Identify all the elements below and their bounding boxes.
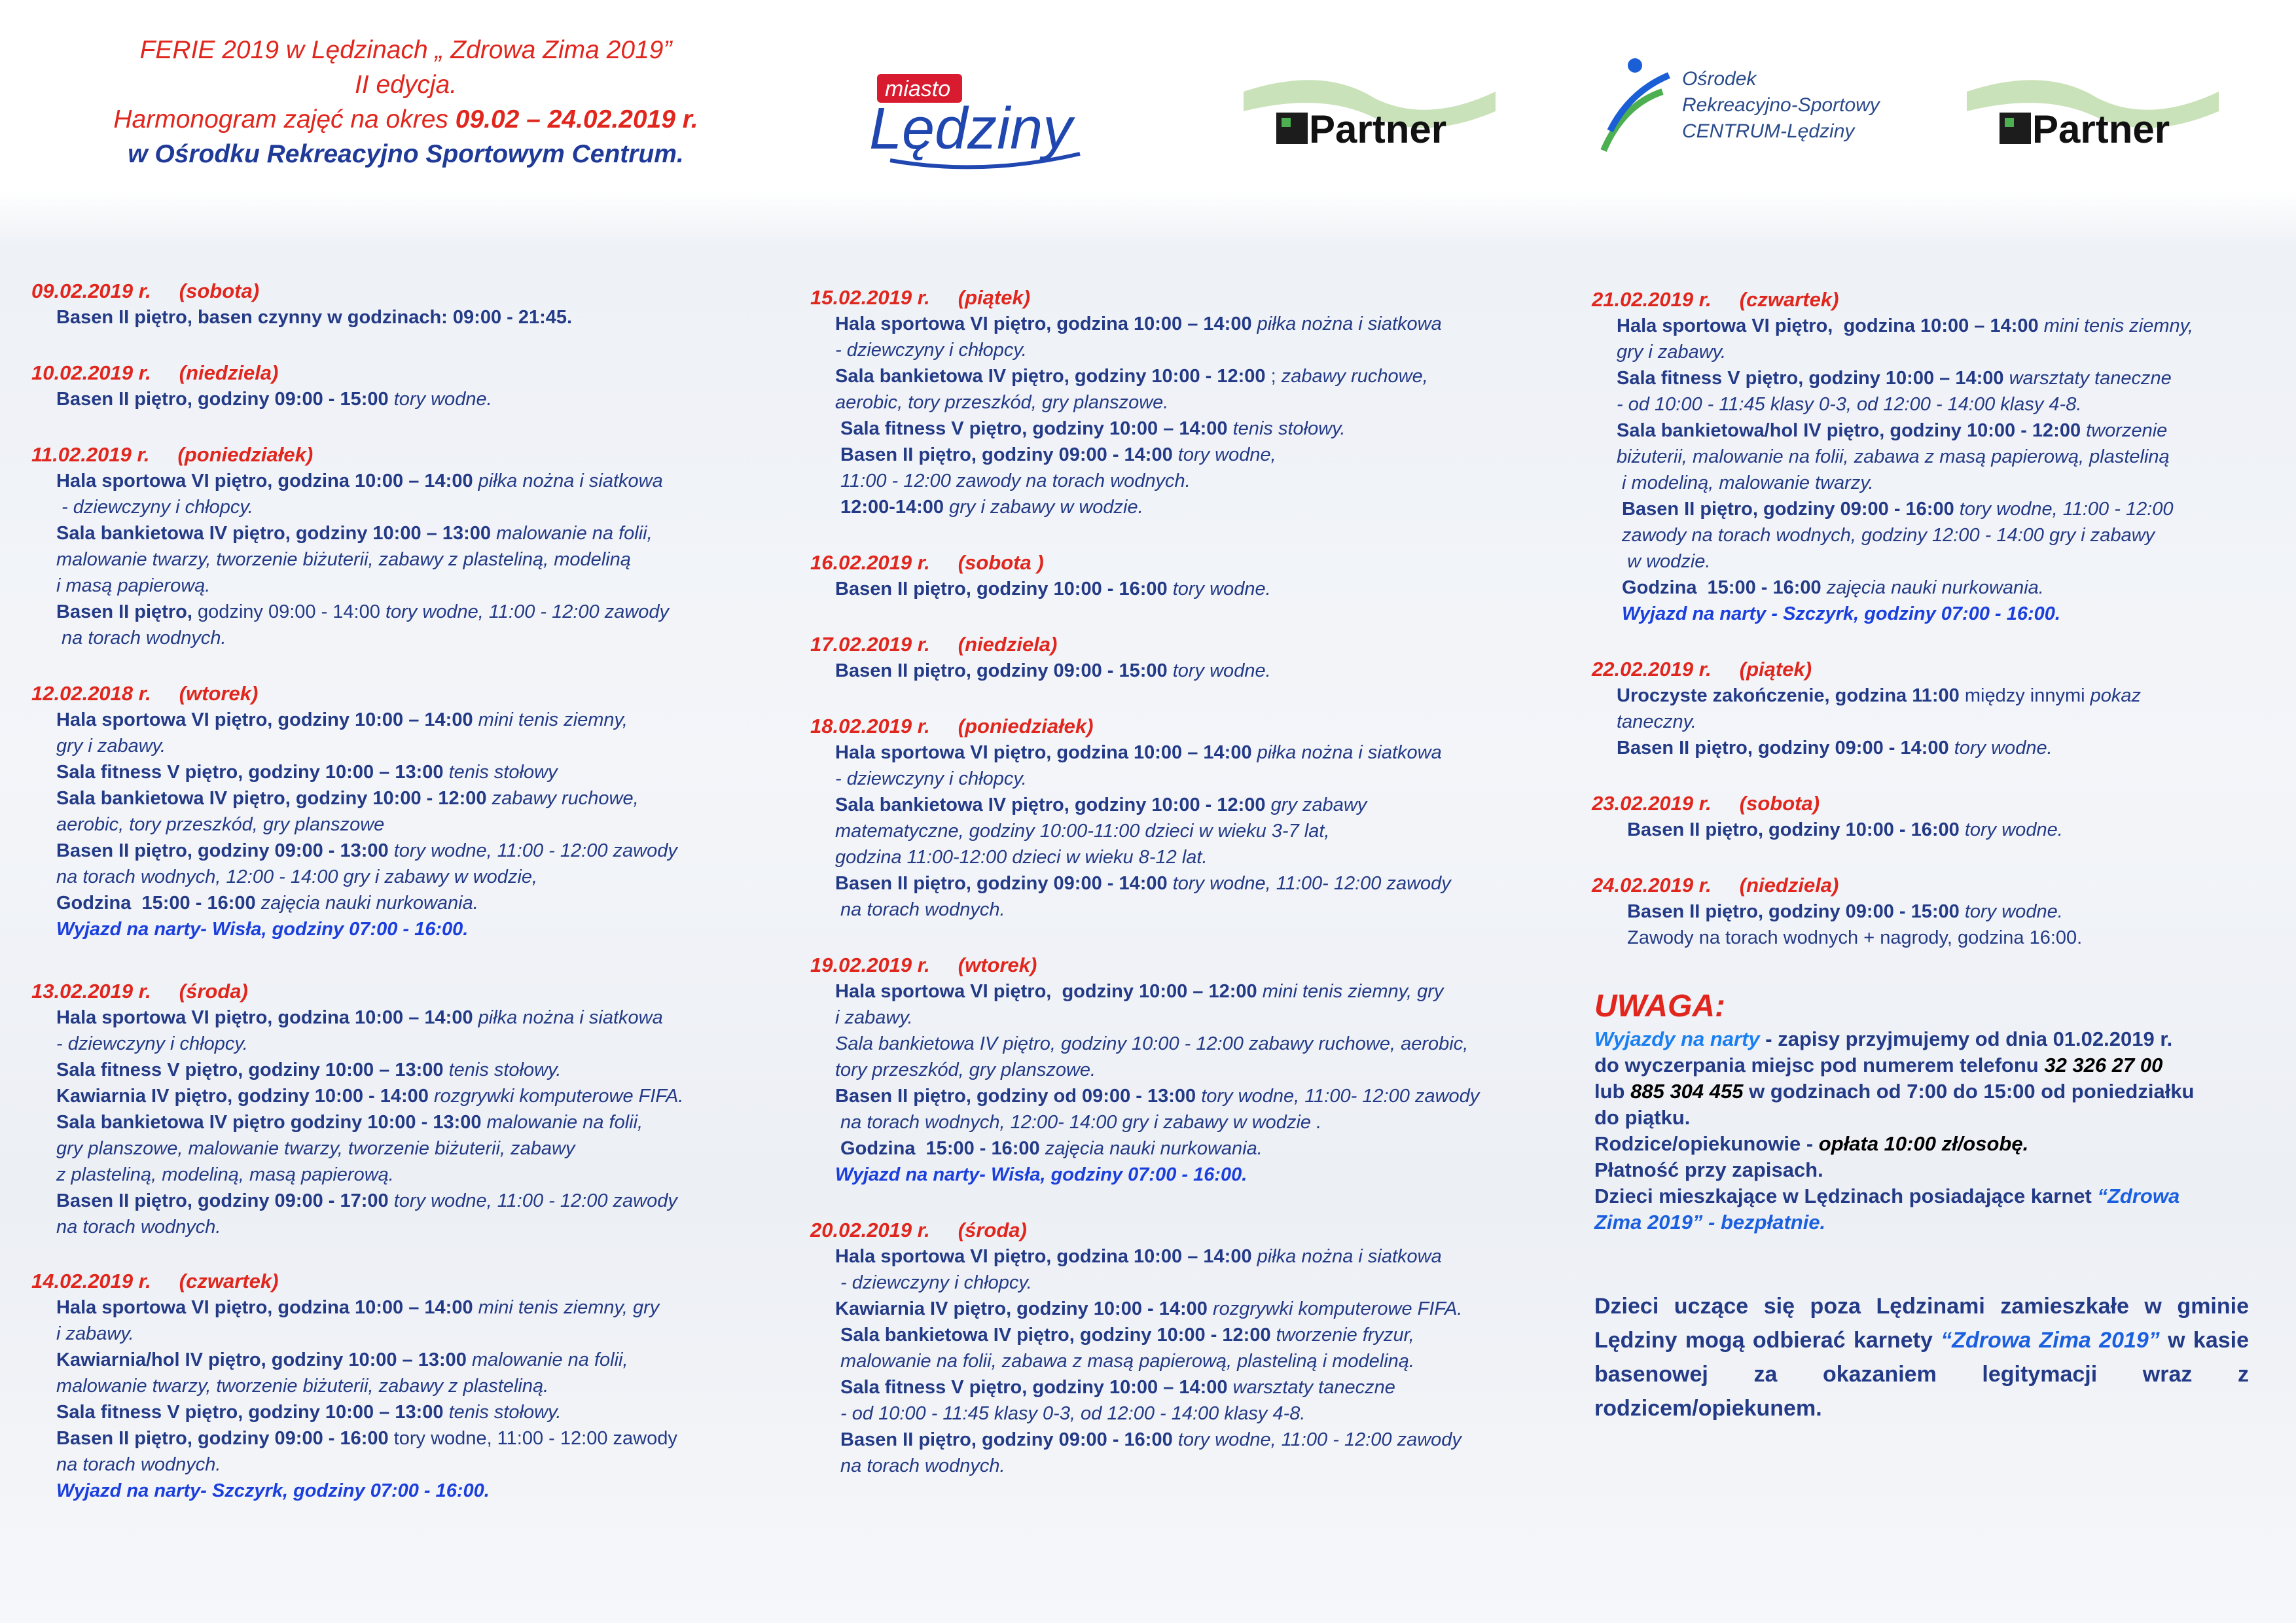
- schedule-line: na torach wodnych, 12:00 - 14:00 gry i zabawy w wodzie,: [56, 866, 538, 887]
- schedule-line: Basen II piętro, godziny 09:00 - 14:00 tory wodne,: [835, 444, 1276, 465]
- day-block: [31, 360, 764, 412]
- day-block: [1592, 791, 2272, 843]
- day-block: [31, 978, 764, 1240]
- schedule-line: i zabawy.: [835, 1007, 913, 1028]
- day-block: [1592, 872, 2272, 951]
- schedule-line: z plasteliną, modeliną, masą papierową.: [56, 1164, 394, 1185]
- day-block: [31, 1268, 764, 1504]
- ski-trip-line: Wyjazd na narty- Wisła, godziny 07:00 - 16:00.: [835, 1164, 1247, 1185]
- schedule-line: Kawiarnia/hol IV piętro, godziny 10:00 – 13:00 malowanie na folii,: [56, 1349, 628, 1370]
- day-block: [810, 952, 1556, 1188]
- schedule-line: Sala fitness V piętro, godziny 10:00 – 13:00 tenis stołowy.: [56, 1060, 562, 1080]
- title-line-1: FERIE 2019 w Lędzinach „ Zdrowa Zima 2019”: [139, 36, 672, 64]
- schedule-line: Basen II piętro, godziny 09:00 - 17:00 tory wodne, 11:00 - 12:00 zawody: [56, 1190, 677, 1211]
- day-block: [1592, 287, 2272, 627]
- day-date: 21.02.2019 r. (czwartek): [1592, 288, 1839, 311]
- schedule-line: w wodzie.: [1617, 551, 1711, 572]
- schedule-line: Basen II piętro, basen czynny w godzinach: 09:00 - 21:45.: [56, 307, 573, 328]
- miasto-ledziny-logo: [864, 62, 1100, 173]
- schedule-line: Basen II piętro, godziny 09:00 - 14:00 tory wodne, 11:00 - 12:00 zawody: [56, 601, 670, 622]
- schedule-line: Hala sportowa VI piętro, godzina 10:00 – 14:00 mini tenis ziemny,: [1617, 315, 2194, 336]
- day-block: [31, 442, 764, 651]
- svg-text:Ośrodek: Ośrodek: [1682, 68, 1757, 90]
- svg-text:Partner: Partner: [2032, 107, 2170, 151]
- ski-trip-line: Wyjazd na narty- Wisła, godziny 07:00 - 16:00.: [56, 919, 469, 940]
- day-date: 20.02.2019 r. (środa): [810, 1219, 1027, 1241]
- schedule-line: Godzina 15:00 - 16:00 zajęcia nauki nurkowania.: [1617, 577, 2044, 598]
- schedule-line: aerobic, tory przeszkód, gry planszowe: [56, 814, 385, 835]
- schedule-line: na torach wodnych.: [56, 1454, 221, 1475]
- day-date: 17.02.2019 r. (niedziela): [810, 633, 1058, 656]
- schedule-line: Sala bankietowa IV piętro, godziny 10:00 - 12:00 tworzenie fryzur,: [835, 1325, 1414, 1346]
- schedule-line: matematyczne, godziny 10:00-11:00 dzieci w wieku 3-7 lat,: [835, 821, 1330, 842]
- schedule-line: tory przeszkód, gry planszowe.: [835, 1060, 1096, 1080]
- schedule-line: Basen II piętro, godziny 09:00 - 14:00 tory wodne.: [1617, 738, 2053, 758]
- schedule-line: Uroczyste zakończenie, godzina 11:00 między innymi pokaz: [1617, 685, 2142, 706]
- schedule-line: Kawiarnia IV piętro, godziny 10:00 - 14:00 rozgrywki komputerowe FIFA.: [56, 1086, 684, 1107]
- day-date: 09.02.2019 r. (sobota): [31, 279, 260, 302]
- schedule-line: Hala sportowa VI piętro, godziny 10:00 – 12:00 mini tenis ziemny, gry: [835, 981, 1444, 1002]
- schedule-line: Sala bankietowa IV piętro, godziny 10:00 - 12:00 ; zabawy ruchowe,: [835, 366, 1428, 387]
- day-block: [810, 285, 1556, 520]
- schedule-line: - dziewczyny i chłopcy.: [835, 768, 1027, 789]
- day-date: 12.02.2018 r. (wtorek): [31, 682, 259, 705]
- day-date: 14.02.2019 r. (czwartek): [31, 1270, 279, 1293]
- schedule-line: taneczny.: [1617, 711, 1696, 732]
- notice-body: Wyjazdy na narty - zapisy przyjmujemy od dnia 01.02.2019 r. do wyczerpania miejsc pod numerem telefonu 32 326 27 00 lub 885 304 455 w godzinach od 7:00 do 15:00 od poniedziałku do piątku. Rodzice/opiekunowie - opłata 10:00 zł/osobę. Płatność przy zapisach. Dzieci mieszkające w Lędzinach posiadające karnet “Zdrowa Zima 2019” - bezpłatnie.: [1594, 1027, 2195, 1234]
- schedule-line: - dziewczyny i chłopcy.: [835, 1272, 1032, 1293]
- day-block: [810, 1217, 1556, 1479]
- day-block: [31, 681, 764, 942]
- schedule-line: Basen II piętro, godziny 09:00 - 15:00 tory wodne.: [56, 389, 492, 410]
- schedule-line: Sala fitness V piętro, godziny 10:00 – 14:00 warsztaty taneczne: [835, 1377, 1395, 1398]
- schedule-line: Hala sportowa VI piętro, godzina 10:00 – 14:00 piłka nożna i siatkowa: [835, 313, 1442, 334]
- schedule-line: Basen II piętro, godziny 09:00 - 15:00 tory wodne.: [835, 660, 1271, 681]
- schedule-line: - od 10:00 - 11:45 klasy 0-3, od 12:00 - 14:00 klasy 4-8.: [1617, 394, 2082, 415]
- schedule-line: i masą papierową.: [56, 575, 211, 596]
- schedule-line: Sala bankietowa IV piętro, godziny 10:00 - 12:00 gry zabawy: [835, 794, 1367, 815]
- ski-trip-line: Wyjazd na narty- Szczyrk, godziny 07:00 - 16:00.: [56, 1480, 490, 1501]
- schedule-line: Sala fitness V piętro, godziny 10:00 – 14:00 warsztaty taneczne: [1617, 368, 2172, 389]
- day-date: 13.02.2019 r. (środa): [31, 980, 248, 1003]
- schedule-line: Hala sportowa VI piętro, godzina 10:00 – 14:00 piłka nożna i siatkowa: [835, 742, 1442, 763]
- schedule-line: malowanie na folii, zabawa z masą papierową, plasteliną i modeliną.: [835, 1351, 1414, 1372]
- schedule-line: Basen II piętro, godziny 10:00 - 16:00 tory wodne.: [1617, 819, 2063, 840]
- schedule-line: - dziewczyny i chłopcy.: [56, 1033, 248, 1054]
- svg-text:miasto: miasto: [885, 77, 951, 101]
- schedule-line: - dziewczyny i chłopcy.: [835, 340, 1027, 361]
- partner-logo: [1244, 72, 1496, 157]
- schedule-line: Sala fitness V piętro, godziny 10:00 – 13:00 tenis stołowy: [56, 762, 558, 783]
- day-block: [810, 550, 1556, 602]
- schedule-line: aerobic, tory przeszkód, gry planszowe.: [835, 392, 1169, 413]
- ski-trip-line: Wyjazd na narty - Szczyrk, godziny 07:00 - 16:00.: [1617, 603, 2060, 624]
- schedule-line: na torach wodnych.: [835, 1455, 1005, 1476]
- title-line-3: Harmonogram zajęć na okres 09.02 – 24.02.2019 r.: [113, 105, 698, 134]
- schedule-line: Basen II piętro, godziny 09:00 - 16:00 tory wodne, 11:00 - 12:00 zawody: [56, 1428, 677, 1449]
- notice-title: UWAGA:: [1594, 989, 1725, 1024]
- day-date: 22.02.2019 r. (piątek): [1592, 658, 1812, 681]
- schedule-line: Hala sportowa VI piętro, godzina 10:00 – 14:00 piłka nożna i siatkowa: [56, 1007, 663, 1028]
- schedule-line: Zawody na torach wodnych + nagrody, godzina 16:00.: [1617, 927, 2083, 948]
- schedule-line: Hala sportowa VI piętro, godzina 10:00 – 14:00 piłka nożna i siatkowa: [56, 471, 663, 491]
- schedule-line: Sala fitness V piętro, godziny 10:00 – 13:00 tenis stołowy.: [56, 1402, 562, 1423]
- schedule-line: - dziewczyny i chłopcy.: [56, 497, 253, 518]
- day-date: 18.02.2019 r. (poniedziałek): [810, 715, 1094, 738]
- schedule-line: Hala sportowa VI piętro, godzina 10:00 – 14:00 piłka nożna i siatkowa: [835, 1246, 1442, 1267]
- schedule-line: na torach wodnych.: [835, 899, 1005, 920]
- title-line-4: w Ośrodku Rekreacyjno Sportowym Centrum.: [128, 140, 684, 168]
- schedule-line: Hala sportowa VI piętro, godzina 10:00 – 14:00 mini tenis ziemny, gry: [56, 1297, 660, 1318]
- schedule-line: godzina 11:00-12:00 dzieci w wieku 8-12 lat.: [835, 847, 1208, 868]
- schedule-line: Kawiarnia IV piętro, godziny 10:00 - 14:00 rozgrywki komputerowe FIFA.: [835, 1298, 1463, 1319]
- day-date: 15.02.2019 r. (piątek): [810, 286, 1031, 309]
- schedule-line: Basen II piętro, godziny 10:00 - 16:00 tory wodne.: [835, 579, 1271, 599]
- schedule-line: Basen II piętro, godziny 09:00 - 15:00 tory wodne.: [1617, 901, 2063, 922]
- schedule-line: malowanie twarzy, tworzenie biżuterii, zabawy z plasteliną, modeliną: [56, 549, 631, 570]
- day-block: [810, 632, 1556, 684]
- schedule-line: gry i zabawy.: [1617, 342, 1727, 363]
- day-date: 23.02.2019 r. (sobota): [1592, 792, 1820, 815]
- schedule-line: i modeliną, malowanie twarzy.: [1617, 473, 1874, 493]
- day-date: 10.02.2019 r. (niedziela): [31, 361, 279, 384]
- schedule-line: Hala sportowa VI piętro, godziny 10:00 – 14:00 mini tenis ziemny,: [56, 709, 628, 730]
- svg-text:CENTRUM-Lędziny: CENTRUM-Lędziny: [1682, 120, 1855, 142]
- schedule-line: malowanie twarzy, tworzenie biżuterii, zabawy z plasteliną.: [56, 1376, 549, 1397]
- schedule-line: Sala bankietowa IV piętro godziny 10:00 - 13:00 malowanie na folii,: [56, 1112, 643, 1133]
- page-title: [26, 33, 785, 171]
- day-block: [31, 278, 764, 330]
- schedule-line: gry i zabawy.: [56, 736, 166, 757]
- schedule-line: Sala bankietowa IV piętro, godziny 10:00 – 13:00 malowanie na folii,: [56, 523, 653, 544]
- svg-text:Lędziny: Lędziny: [869, 96, 1073, 162]
- schedule-line: Basen II piętro, godziny od 09:00 - 13:00 tory wodne, 11:00- 12:00 zawody: [835, 1086, 1480, 1107]
- schedule-line: na torach wodnych, 12:00- 14:00 gry i zabawy w wodzie .: [835, 1112, 1322, 1133]
- schedule-line: Basen II piętro, godziny 09:00 - 16:00 tory wodne, 11:00 - 12:00: [1617, 499, 2174, 520]
- schedule-line: Sala bankietowa IV piętro, godziny 10:00 - 12:00 zabawy ruchowe, aerobic,: [835, 1033, 1469, 1054]
- schedule-line: zawody na torach wodnych, godziny 12:00 - 14:00 gry i zabawy: [1617, 525, 2155, 546]
- schedule-line: Basen II piętro, godziny 09:00 - 14:00 tory wodne, 11:00- 12:00 zawody: [835, 873, 1451, 894]
- schedule-line: na torach wodnych.: [56, 628, 226, 649]
- schedule-line: - od 10:00 - 11:45 klasy 0-3, od 12:00 - 14:00 klasy 4-8.: [835, 1403, 1306, 1424]
- schedule-line: 11:00 - 12:00 zawody na torach wodnych.: [835, 471, 1191, 491]
- day-block: [810, 713, 1556, 923]
- schedule-line: gry planszowe, malowanie twarzy, tworzenie biżuterii, zabawy: [56, 1138, 575, 1159]
- schedule-line: 12:00-14:00 gry i zabawy w wodzie.: [835, 497, 1143, 518]
- schedule-line: Sala bankietowa IV piętro, godziny 10:00 - 12:00 zabawy ruchowe,: [56, 788, 639, 809]
- schedule-line: Godzina 15:00 - 16:00 zajęcia nauki nurkowania.: [56, 893, 478, 914]
- day-date: 11.02.2019 r. (poniedziałek): [31, 443, 314, 466]
- schedule-line: Basen II piętro, godziny 09:00 - 16:00 tory wodne, 11:00 - 12:00 zawody: [835, 1429, 1462, 1450]
- schedule-line: Basen II piętro, godziny 09:00 - 13:00 tory wodne, 11:00 - 12:00 zawody: [56, 840, 677, 861]
- schedule-line: Godzina 15:00 - 16:00 zajęcia nauki nurkowania.: [835, 1138, 1263, 1159]
- partner-logo-2: [1967, 72, 2219, 157]
- notice-paragraph-2: Dzieci uczące się poza Lędzinami zamieszkałe w gminie Lędziny mogą odbierać karnety “Zdrowa Zima 2019” w kasie basenowej za okazaniem legitymacji wraz z rodzicem/opiekunem.: [1594, 1294, 2250, 1421]
- svg-text:Partner: Partner: [1309, 107, 1447, 151]
- title-line-2: II edycja.: [354, 71, 457, 99]
- schedule-line: biżuterii, malowanie na folii, zabawa z masą papierową, plasteliną: [1617, 446, 2170, 467]
- day-date: 16.02.2019 r. (sobota ): [810, 551, 1044, 574]
- schedule-line: na torach wodnych.: [56, 1217, 221, 1238]
- schedule-line: Sala bankietowa/hol IV piętro, godziny 10:00 - 12:00 tworzenie: [1617, 420, 2168, 441]
- day-date: 19.02.2019 r. (wtorek): [810, 954, 1037, 976]
- svg-text:Rekreacyjno-Sportowy: Rekreacyjno-Sportowy: [1682, 94, 1880, 116]
- osrodek-logo: [1584, 52, 1898, 157]
- schedule-line: i zabawy.: [56, 1323, 134, 1344]
- day-date: 24.02.2019 r. (niedziela): [1592, 874, 1839, 897]
- schedule-line: Sala fitness V piętro, godziny 10:00 – 14:00 tenis stołowy.: [835, 418, 1346, 439]
- day-block: [1592, 656, 2272, 761]
